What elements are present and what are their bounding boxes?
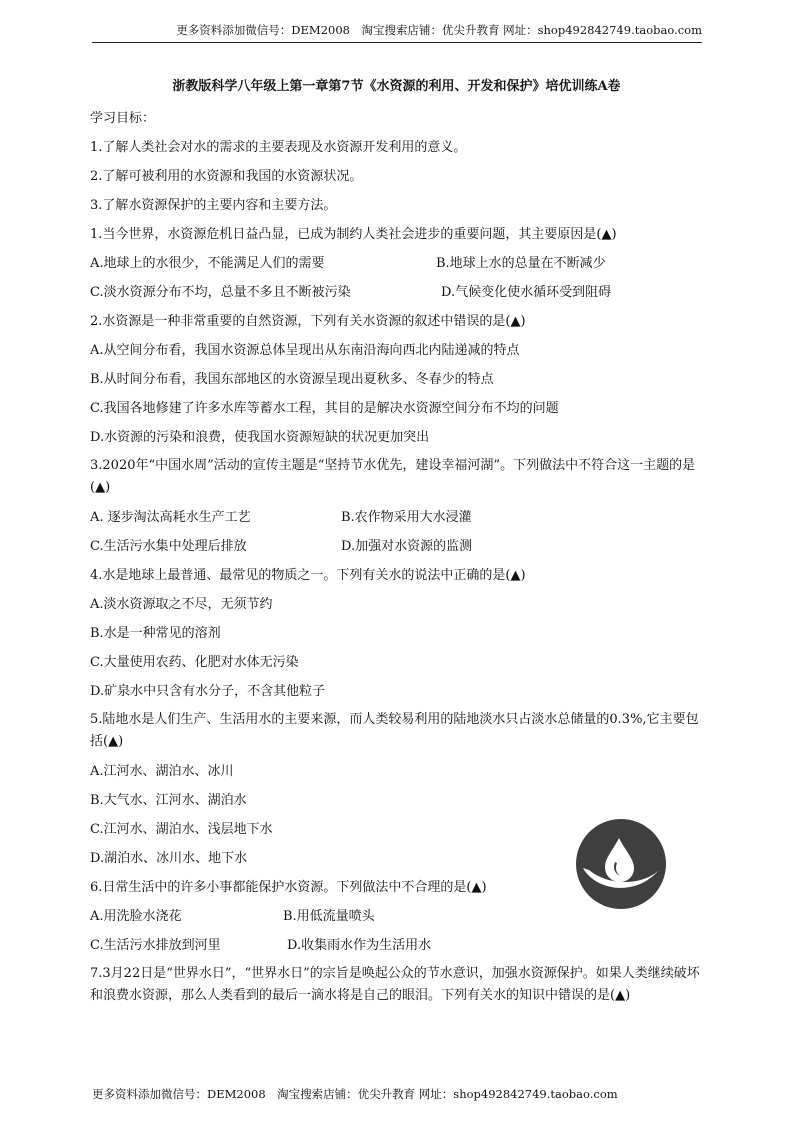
objective-item: 1.了解人类社会对水的需求的主要表现及水资源开发利用的意义。 xyxy=(90,140,467,155)
option-row xyxy=(90,249,706,278)
option-d: D.矿泉水中只含有水分子，不含其他粒子 xyxy=(90,684,326,699)
option-a: A.江河水、湖泊水、冰川 xyxy=(90,764,234,779)
option-d: D.加强对水资源的监测 xyxy=(341,539,473,554)
option-row xyxy=(90,931,706,960)
option-c: C.生活污水排放到河里 xyxy=(90,938,221,953)
option-a: A.从空间分布看，我国水资源总体呈现出从东南沿海向西北内陆递减的特点 xyxy=(90,343,520,358)
question-stem: 6.日常生活中的许多小事都能保护水资源。下列做法中不合理的是(▲) xyxy=(90,880,487,895)
question-stem: 1.当今世界，水资源危机日益凸显，已成为制约人类社会进步的重要问题，其主要原因是(▲) xyxy=(90,227,617,242)
option-b: B.用低流量喷头 xyxy=(283,909,375,924)
objective-item: 2.了解可被利用的水资源和我国的水资源状况。 xyxy=(90,169,363,184)
water-drop-logo xyxy=(575,818,667,910)
option-d: D.气候变化使水循环受到阻碍 xyxy=(441,285,612,300)
objectives-heading: 学习目标： xyxy=(90,111,156,126)
option-c: C.大量使用农药、化肥对水体无污染 xyxy=(90,655,299,670)
question-stem: 3.2020年“中国水周”活动的宣传主题是“坚持节水优先，建设幸福河湖”。下列做法中不符合这一主题的是(▲) xyxy=(90,458,696,495)
option-c: C.江河水、湖泊水、浅层地下水 xyxy=(90,822,273,837)
option-a: A.淡水资源取之不尽，无须节约 xyxy=(90,597,273,612)
option-row xyxy=(90,503,706,532)
option-row xyxy=(90,532,706,561)
option-a: A. 逐步淘汰高耗水生产工艺 xyxy=(90,510,251,525)
option-b: B.大气水、江河水、湖泊水 xyxy=(90,793,247,808)
question-stem: 4.水是地球上最普通、最常见的物质之一。下列有关水的说法中正确的是(▲) xyxy=(90,568,526,583)
option-c: C.生活污水集中处理后排放 xyxy=(90,539,247,554)
objective-item: 3.了解水资源保护的主要内容和主要方法。 xyxy=(90,198,337,213)
option-row xyxy=(90,278,706,307)
question-stem: 7.3月22日是“世界水日”，“世界水日”的宗旨是唤起公众的节水意识，加强水资源保护。如果人类继续破坏和浪费水资源，那么人类看到的最后一滴水将是自己的眼泪。下列有关水的知识中错误的是(▲) xyxy=(90,966,700,1003)
option-c: C.淡水资源分布不均，总量不多且不断被污染 xyxy=(90,285,351,300)
option-b: B.水是一种常见的溶剂 xyxy=(90,626,221,641)
option-b: B.地球上水的总量在不断减少 xyxy=(436,256,606,271)
question-stem: 5.陆地水是人们生产、生活用水的主要来源，而人类较易利用的陆地淡水只占淡水总储量的0.3%,它主要包括(▲) xyxy=(90,712,699,749)
option-a: A.地球上的水很少，不能满足人们的需要 xyxy=(90,256,325,271)
option-c: C.我国各地修建了许多水库等蓄水工程，其目的是解决水资源空间分布不均的问题 xyxy=(90,401,559,416)
page-header: 更多资料添加微信号：DEM2008 淘宝搜索店铺：优尖升教育 网址：shop492842749.taobao.com xyxy=(92,22,702,43)
question-stem: 2.水资源是一种非常重要的自然资源，下列有关水资源的叙述中错误的是(▲) xyxy=(90,314,526,329)
option-a: A.用洗脸水浇花 xyxy=(90,909,182,924)
option-d: D.水资源的污染和浪费，使我国水资源短缺的状况更加突出 xyxy=(90,430,430,445)
option-b: B.从时间分布看，我国东部地区的水资源呈现出夏秋多、冬春少的特点 xyxy=(90,372,494,387)
option-b: B.农作物采用大水浸灌 xyxy=(341,510,472,525)
option-d: D.收集雨水作为生活用水 xyxy=(287,938,432,953)
document-title: 浙教版科学八年级上第一章第7节《水资源的利用、开发和保护》培优训练A卷 xyxy=(172,79,621,94)
page-footer: 更多资料添加微信号：DEM2008 淘宝搜索店铺：优尖升教育 网址：shop492842749.taobao.com xyxy=(92,1087,618,1101)
option-d: D.湖泊水、冰川水、地下水 xyxy=(90,851,248,866)
